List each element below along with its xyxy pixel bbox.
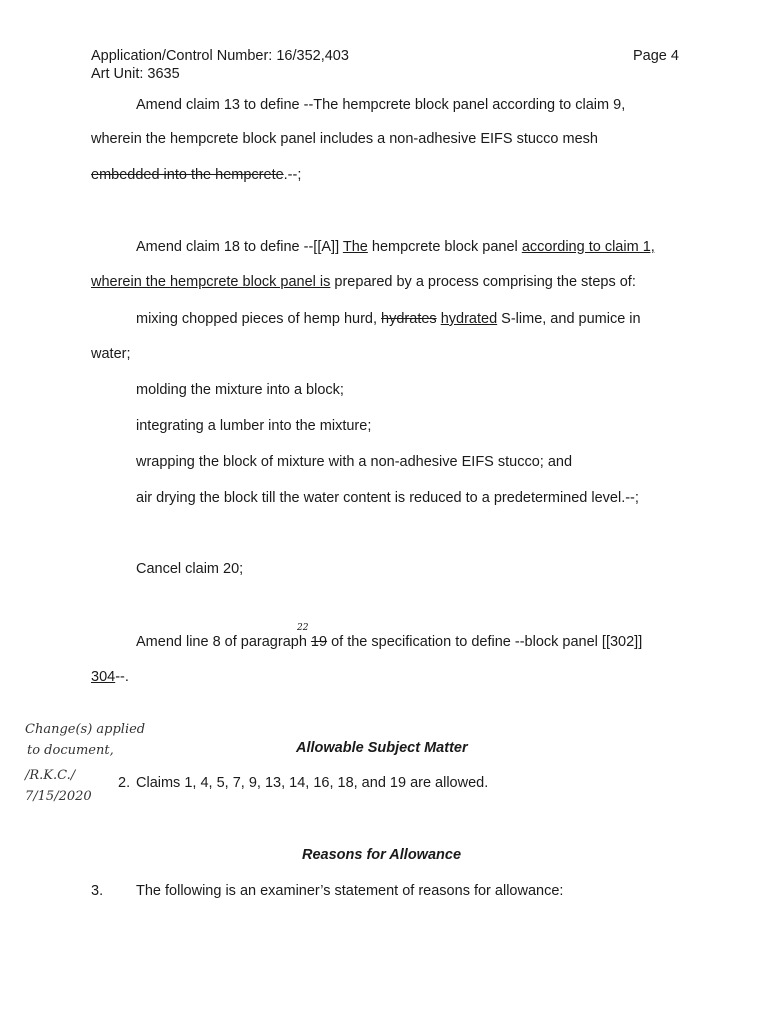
reasons-heading: Reasons for Allowance [302, 847, 462, 863]
claim18-text-a: Amend claim 18 to define --[[A]] [136, 239, 343, 255]
item-number-3: 3. [91, 883, 104, 899]
inserted-text: hydrated [440, 311, 498, 327]
stamp-initials: /R.K.C./ [25, 768, 76, 783]
allowable-heading: Allowable Subject Matter [296, 740, 468, 756]
claim13-line3 [91, 166, 301, 184]
claim18-mixing-step [136, 310, 641, 328]
stamp-line1: Change(s) applied [25, 722, 146, 737]
application-number: Application/Control Number: 16/352,403 [91, 48, 349, 64]
spec-text-b: of the specification to define --block panel [[302]] [327, 634, 643, 650]
reasons-statement: The following is an examiner’s statement of reasons for allowance: [136, 883, 564, 899]
inserted-text: wherein the hempcrete block panel is [91, 274, 331, 290]
stamp-date: 7/15/2020 [25, 789, 92, 804]
spec-amendment-line2 [91, 668, 129, 686]
inserted-text: according to claim 1, [521, 239, 655, 255]
claim13-line3-end: .--; [283, 167, 302, 183]
claim18-text-b: hempcrete block panel [367, 239, 522, 255]
art-unit: Art Unit: 3635 [91, 66, 180, 82]
mix-text-b: S-lime, and pumice in [497, 311, 641, 327]
claim18-line2 [91, 273, 636, 291]
claim13-line2: wherein the hempcrete block panel includes a non-adhesive EIFS stucco mesh [91, 131, 598, 147]
spec-amendment-line1 [136, 633, 642, 651]
item-number-2: 2. [118, 775, 131, 791]
allowed-claims: Claims 1, 4, 5, 7, 9, 13, 14, 16, 18, and 19 are allowed. [136, 775, 489, 791]
claim18-integrating-step: integrating a lumber into the mixture; [136, 418, 372, 434]
claim18-wrapping-step: wrapping the block of mixture with a non-adhesive EIFS stucco; and [136, 454, 573, 470]
claim18-line2-rest: prepared by a process comprising the steps of: [330, 274, 636, 290]
struck-text: 19 [310, 634, 328, 650]
page-number: Page 4 [633, 48, 679, 64]
inserted-text: The [342, 239, 368, 255]
struck-text: embedded into the hempcrete [91, 167, 284, 183]
mix-text-a: mixing chopped pieces of hemp hurd, [136, 311, 382, 327]
claim18-molding-step: molding the mixture into a block; [136, 382, 344, 398]
spec-line2-end: --. [115, 669, 129, 685]
claim18-water: water; [91, 346, 131, 362]
cancel-claim-20: Cancel claim 20; [136, 561, 244, 577]
claim18-line1 [136, 238, 655, 256]
inserted-text: 304 [91, 669, 116, 685]
stamp-line2: to document, [27, 743, 114, 758]
claim18-drying-step: air drying the block till the water content is reduced to a predetermined level.--; [136, 490, 639, 506]
claim13-line1: Amend claim 13 to define --The hempcrete block panel according to claim 9, [136, 97, 626, 113]
struck-text: hydrates [381, 311, 437, 327]
handwritten-paragraph-number: 22 [297, 623, 309, 633]
spec-text-a: Amend line 8 of paragraph [136, 634, 311, 650]
